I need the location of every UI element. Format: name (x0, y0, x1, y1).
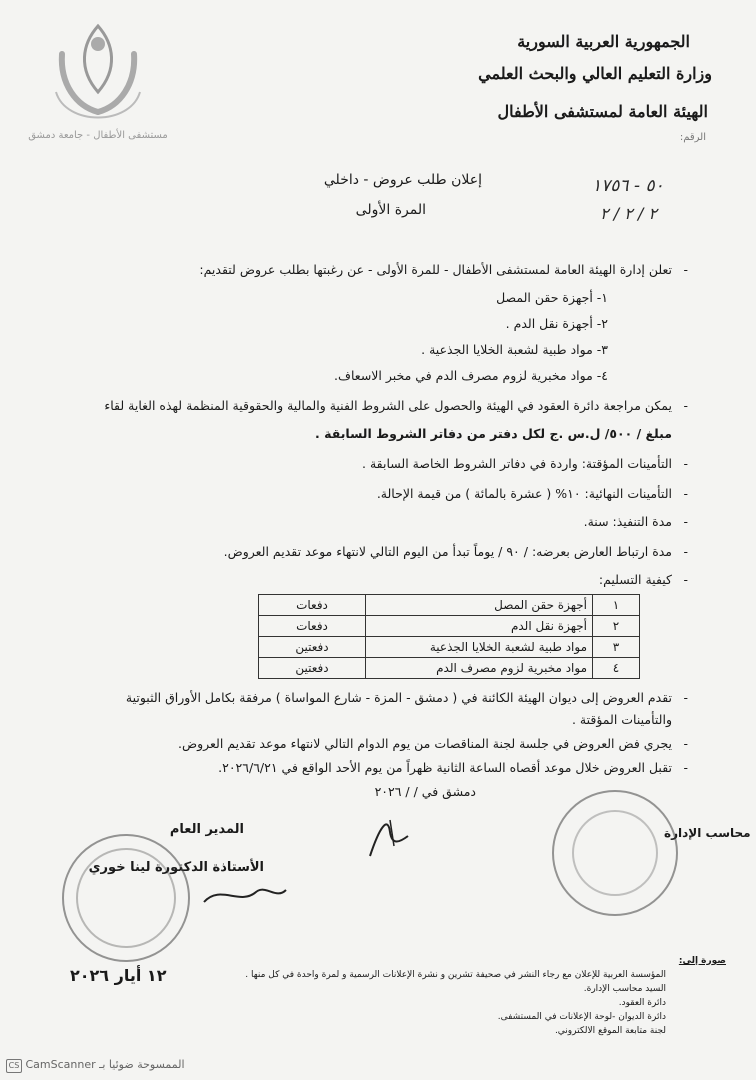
delivery-table (258, 594, 640, 679)
table-cell-item: أجهزة حقن المصل (366, 595, 593, 616)
copy-item-3: دائرة العقود. (618, 998, 666, 1008)
table-cell-num: ١ (593, 595, 640, 616)
handwritten-ref-number: ٥٠ - ١٧٥٦ (592, 176, 664, 196)
scanner-note: الممسوحة ضوئيا بـ (99, 1058, 185, 1071)
table-cell-num: ٢ (593, 616, 640, 637)
camscanner-icon: CS (6, 1059, 22, 1073)
scanner-watermark (6, 1058, 185, 1073)
table-cell-qty: دفعات (259, 595, 366, 616)
table-cell-item: أجهزة نقل الدم (366, 616, 593, 637)
item-3: ٣- مواد طبية لشعبة الخلايا الجذعية . (421, 342, 608, 357)
copy-item-5: لجنة متابعة الموقع الالكتروني. (554, 1026, 666, 1036)
review-line-1: - يمكن مراجعة دائرة العقود في الهيئة والحصول على الشروط الفنية والمالية والحقوقية المنظمة لهذه الغاية لقاء (104, 398, 672, 413)
final-insurance: - التأمينات النهائية: ١٠% ( عشرة بالمائة ) من قيمة الإحالة. (377, 486, 672, 501)
item-4: ٤- مواد مخبرية لزوم مصرف الدم في مخبر الاسعاف. (334, 368, 608, 383)
announcement-round: المرة الأولى (355, 202, 426, 218)
intro-paragraph: - تعلن إدارة الهيئة العامة لمستشفى الأطفال - للمرة الأولى - عن رغبتها بطلب عروض لتقديم: (199, 262, 672, 277)
director-title: المدير العام (169, 822, 244, 837)
item-1: ١- أجهزة حقن المصل (496, 290, 608, 305)
opening-session: - يجري فض العروض في جلسة لجنة المناقصات من يوم الدوام التالي لانتهاء موعد تقديم العروض. (178, 736, 672, 751)
submission-line-2: والتأمينات المؤقتة . (571, 712, 672, 727)
temporary-insurance: - التأمينات المؤقتة: واردة في دفاتر الشروط الخاصة السابقة . (362, 456, 672, 471)
accountant-label: محاسب الإدارة (664, 826, 751, 840)
table-row (259, 658, 640, 679)
place-and-date: دمشق في / / ٢٠٢٦ (374, 784, 476, 799)
signature-scribble-icon (360, 806, 420, 866)
binding-period: - مدة ارتباط العارض بعرضه: / ٩٠ / يوماً تبدأ من اليوم التالي لانتهاء موعد تقديم العروض. (224, 544, 672, 559)
header-authority: الهيئة العامة لمستشفى الأطفال (497, 102, 708, 121)
table-cell-num: ٣ (593, 637, 640, 658)
delivery-label: - كيفية التسليم: (599, 572, 672, 587)
header-ministry: وزارة التعليم العالي والبحث العلمي (478, 64, 712, 83)
hospital-logo (28, 14, 168, 146)
review-line-2: مبلغ / ٥٠٠/ ل.س .ج لكل دفتر من دفاتر الشروط السابقة . (315, 426, 672, 441)
scanner-brand: CamScanner (25, 1058, 96, 1071)
director-signature-icon (200, 880, 290, 910)
submission-line-1: - تقدم العروض إلى ديوان الهيئة الكائنة في ( دمشق - المزة - شارع المواساة ) مرفقة بكامل الأوراق الثبوتية (126, 690, 672, 705)
table-cell-qty: دفعات (259, 616, 366, 637)
table-row (259, 616, 640, 637)
table-cell-item: مواد طبية لشعبة الخلايا الجذعية (366, 637, 593, 658)
director-name: الأستاذة الدكتورة لينا خوري (88, 860, 264, 875)
table-row (259, 637, 640, 658)
copies-label: صورة إلى: (678, 956, 726, 966)
announcement-title: إعلان طلب عروض - داخلي (323, 172, 482, 188)
table-row (259, 595, 640, 616)
table-cell-num: ٤ (593, 658, 640, 679)
table-cell-qty: دفعتين (259, 658, 366, 679)
copy-item-4: دائرة الديوان -لوحة الإعلانات في المستشفى. (497, 1012, 666, 1022)
handwritten-ref-date: ٢ / ٢ / ٢ (600, 204, 657, 223)
table-cell-item: مواد مخبرية لزوم مصرف الدم (366, 658, 593, 679)
accountant-stamp-inner (572, 810, 658, 896)
logo-text: مستشفى الأطفال - جامعة دمشق (28, 130, 168, 141)
header-country: الجمهورية العربية السورية (517, 32, 690, 51)
reference-label: الرقم: (679, 132, 706, 143)
copy-item-2: السيد محاسب الإدارة. (583, 984, 666, 994)
logo-emblem-icon (28, 14, 168, 146)
execution-duration: - مدة التنفيذ: سنة. (584, 514, 672, 529)
copy-item-1: المؤسسة العربية للإعلان مع رجاء النشر في صحيفة تشرين و نشرة الإعلانات الرسمية و لمرة واحدة في كل منها . (245, 970, 666, 980)
table-cell-qty: دفعتين (259, 637, 366, 658)
item-2: ٢- أجهزة نقل الدم . (505, 316, 608, 331)
submission-deadline: - تقبل العروض خلال موعد أقصاه الساعة الثانية ظهراً من يوم الأحد الواقع في ٢٠٢٦/٦/٢١. (218, 760, 672, 775)
director-stamp-inner (76, 848, 176, 948)
handwritten-date: ١٢ أيار ٢٠٢٦ (70, 966, 167, 985)
